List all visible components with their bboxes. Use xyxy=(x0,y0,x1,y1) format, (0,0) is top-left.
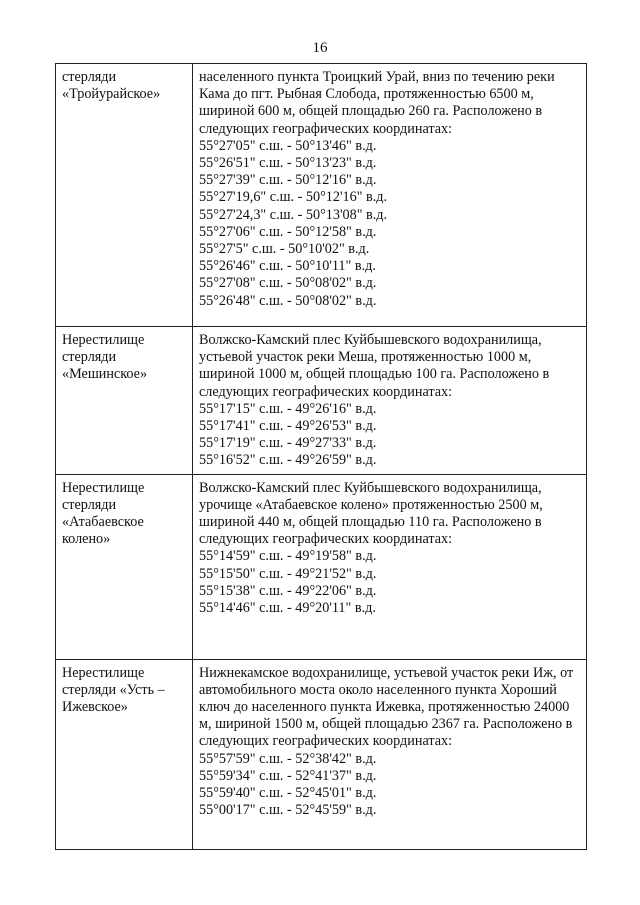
coordinate-line: 55°27'05" с.ш. - 50°13'46" в.д. xyxy=(199,137,377,154)
coordinate-line: 55°26'51" с.ш. - 50°13'23" в.д. xyxy=(199,155,377,172)
coordinate-line: 55°16'52" с.ш. - 49°26'59" в.д. xyxy=(199,452,377,469)
coordinate-line: 55°27'39" с.ш. - 50°12'16" в.д. xyxy=(199,172,377,189)
coordinate-line: 55°57'59" с.ш. - 52°38'42" в.д. xyxy=(199,750,377,767)
coordinate-line: 55°27'19,6" с.ш. - 50°12'16" в.д. xyxy=(199,189,388,206)
coordinate-line: 55°14'46" с.ш. - 49°20'11" в.д. xyxy=(199,600,376,617)
spawning-ground-name-cell xyxy=(56,327,193,475)
spawning-ground-name-cell xyxy=(56,64,193,327)
spawning-ground-name: Нерестилище стерляди «Мешинское» xyxy=(62,332,148,383)
coordinate-line: 55°26'46" с.ш. - 50°10'11" в.д. xyxy=(199,258,376,275)
spawning-grounds-table xyxy=(55,63,587,850)
page-number: 16 xyxy=(312,40,328,56)
table-row xyxy=(56,64,587,327)
spawning-ground-name: Нерестилище стерляди «Атабаевское колено» xyxy=(62,479,145,548)
spawning-ground-description: Волжско-Камский плес Куйбышевского водохранилища, урочище «Атабаевское колено» протяженностью 2500 м, шириной 440 м, общей площадью 110 га. Расположено в следующих географических координатах: xyxy=(199,479,543,548)
coordinate-line: 55°00'17" с.ш. - 52°45'59" в.д. xyxy=(199,802,377,819)
spawning-ground-description: населенного пункта Троицкий Урай, вниз по течению реки Кама до пгт. Рыбная Слобода, протяженностью 6500 м, шириной 600 м, общей площадью 260 га. Расположено в следующих географических координатах: xyxy=(199,69,555,137)
spawning-ground-description-cell xyxy=(193,327,587,475)
coordinate-line: 55°27'24,3" с.ш. - 50°13'08" в.д. xyxy=(199,206,388,223)
spawning-ground-name-cell xyxy=(56,474,193,659)
coordinate-line: 55°15'38" с.ш. - 49°22'06" в.д. xyxy=(199,582,377,599)
table-row xyxy=(56,474,587,659)
coordinate-line: 55°59'40" с.ш. - 52°45'01" в.д. xyxy=(199,785,377,802)
coordinate-line: 55°59'34" с.ш. - 52°41'37" в.д. xyxy=(199,767,377,784)
coordinate-line: 55°14'59" с.ш. - 49°19'58" в.д. xyxy=(199,548,377,565)
coordinate-line: 55°27'06" с.ш. - 50°12'58" в.д. xyxy=(199,223,377,240)
spawning-ground-description-cell xyxy=(193,474,587,659)
table-row xyxy=(56,659,587,849)
coordinate-line: 55°27'5" с.ш. - 50°10'02" в.д. xyxy=(199,241,370,258)
coordinate-line: 55°26'48" с.ш. - 50°08'02" в.д. xyxy=(199,292,377,309)
coordinate-line: 55°27'08" с.ш. - 50°08'02" в.д. xyxy=(199,275,377,292)
coordinate-line: 55°17'19" с.ш. - 49°27'33" в.д. xyxy=(199,435,377,452)
coordinate-line: 55°15'50" с.ш. - 49°21'52" в.д. xyxy=(199,565,377,582)
spawning-ground-description-cell xyxy=(193,64,587,327)
spawning-ground-name: стерляди «Тройурайское» xyxy=(62,69,161,103)
coordinate-line: 55°17'41" с.ш. - 49°26'53" в.д. xyxy=(199,418,377,435)
spawning-ground-name-cell xyxy=(56,659,193,849)
spawning-ground-description: Волжско-Камский плес Куйбышевского водохранилища, устьевой участок реки Меша, протяженностью 1000 м, шириной 1000 м, общей площадью 100 га. Расположено в следующих географических координатах: xyxy=(199,332,550,400)
table-row xyxy=(56,327,587,475)
spawning-ground-name: Нерестилище стерляди «Усть – Ижевское» xyxy=(62,664,165,716)
spawning-ground-description-cell xyxy=(193,659,587,849)
spawning-ground-description: Нижнекамское водохранилище, устьевой участок реки Иж, от автомобильного моста около населенного пункта Хороший ключ до населенного пункта Ижевка, протяженностью 24000 м, шириной 1500 м, общей площадью 2367 га. Расположено в следующих географических координатах: xyxy=(199,664,574,750)
coordinate-line: 55°17'15" с.ш. - 49°26'16" в.д. xyxy=(199,400,377,417)
